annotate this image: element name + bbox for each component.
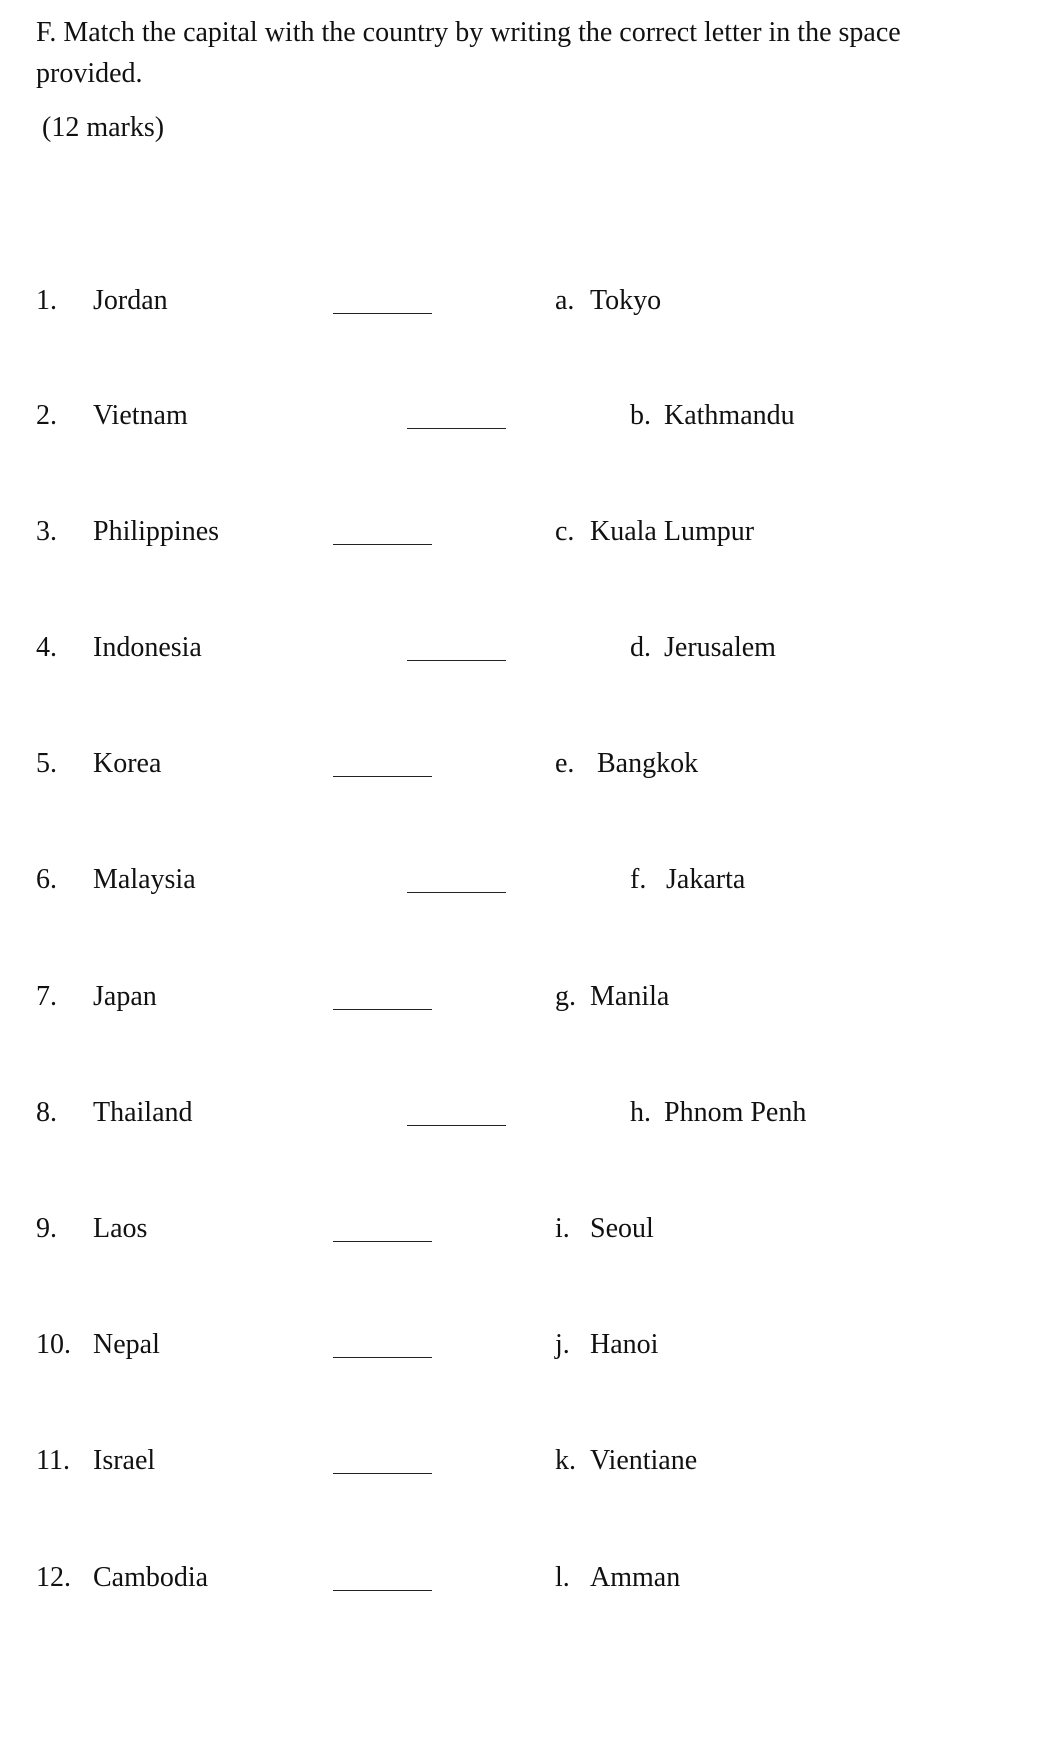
answer-blank[interactable] [333,1241,432,1242]
option-letter: d. [630,632,651,663]
item-number: 7. [36,981,57,1012]
country-name: Cambodia [93,1562,209,1593]
option-letter: a. [555,285,575,316]
match-row [0,979,1060,1019]
option-letter: k. [555,1445,576,1476]
match-row [0,514,1060,554]
option-letter: j. [555,1329,570,1360]
answer-blank[interactable] [407,660,506,661]
capital-name: Phnom Penh [664,1097,807,1128]
country-name: Philippines [93,516,220,547]
country-name: Vietnam [93,400,188,431]
answer-blank[interactable] [407,428,506,429]
item-number: 1. [36,285,57,316]
match-row [0,862,1060,902]
match-row [0,283,1060,323]
capital-name: Vientiane [590,1445,698,1476]
match-row [0,630,1060,670]
country-name: Jordan [93,285,168,316]
match-row [0,1327,1060,1367]
match-row [0,746,1060,786]
capital-name: Amman [590,1562,681,1593]
answer-blank[interactable] [407,892,506,893]
item-number: 2. [36,400,57,431]
country-name: Korea [93,748,162,779]
item-number: 5. [36,748,57,779]
capital-name: Kathmandu [664,400,795,431]
item-number: 3. [36,516,57,547]
country-name: Indonesia [93,632,202,663]
item-number: 10. [36,1329,71,1360]
option-letter: h. [630,1097,651,1128]
country-name: Thailand [93,1097,193,1128]
capital-name: Hanoi [590,1329,659,1360]
country-name: Japan [93,981,157,1012]
match-row [0,1560,1060,1600]
marks-label: (12 marks) [42,112,165,143]
country-name: Malaysia [93,864,196,895]
option-letter: g. [555,981,576,1012]
item-number: 4. [36,632,57,663]
answer-blank[interactable] [333,313,432,314]
match-row [0,1443,1060,1483]
capital-name: Kuala Lumpur [590,516,755,547]
option-letter: i. [555,1213,570,1244]
answer-blank[interactable] [333,776,432,777]
country-name: Nepal [93,1329,160,1360]
answer-blank[interactable] [333,1009,432,1010]
option-letter: e. [555,748,575,779]
answer-blank[interactable] [333,1473,432,1474]
item-number: 8. [36,1097,57,1128]
capital-name: Tokyo [590,285,662,316]
question-instruction: F. Match the capital with the country by writing the correct letter in the space provided. [36,17,901,89]
option-letter: l. [555,1562,570,1593]
option-letter: c. [555,516,575,547]
answer-blank[interactable] [407,1125,506,1126]
capital-name: Jerusalem [664,632,776,663]
match-row [0,398,1060,438]
match-row [0,1095,1060,1135]
capital-name: Jakarta [666,864,746,895]
item-number: 9. [36,1213,57,1244]
answer-blank[interactable] [333,544,432,545]
country-name: Israel [93,1445,156,1476]
country-name: Laos [93,1213,148,1244]
answer-blank[interactable] [333,1590,432,1591]
option-letter: b. [630,400,651,431]
item-number: 6. [36,864,57,895]
match-row [0,1211,1060,1251]
capital-name: Manila [590,981,670,1012]
capital-name: Bangkok [597,748,699,779]
item-number: 11. [36,1445,70,1476]
item-number: 12. [36,1562,71,1593]
answer-blank[interactable] [333,1357,432,1358]
option-letter: f. [630,864,647,895]
capital-name: Seoul [590,1213,654,1244]
